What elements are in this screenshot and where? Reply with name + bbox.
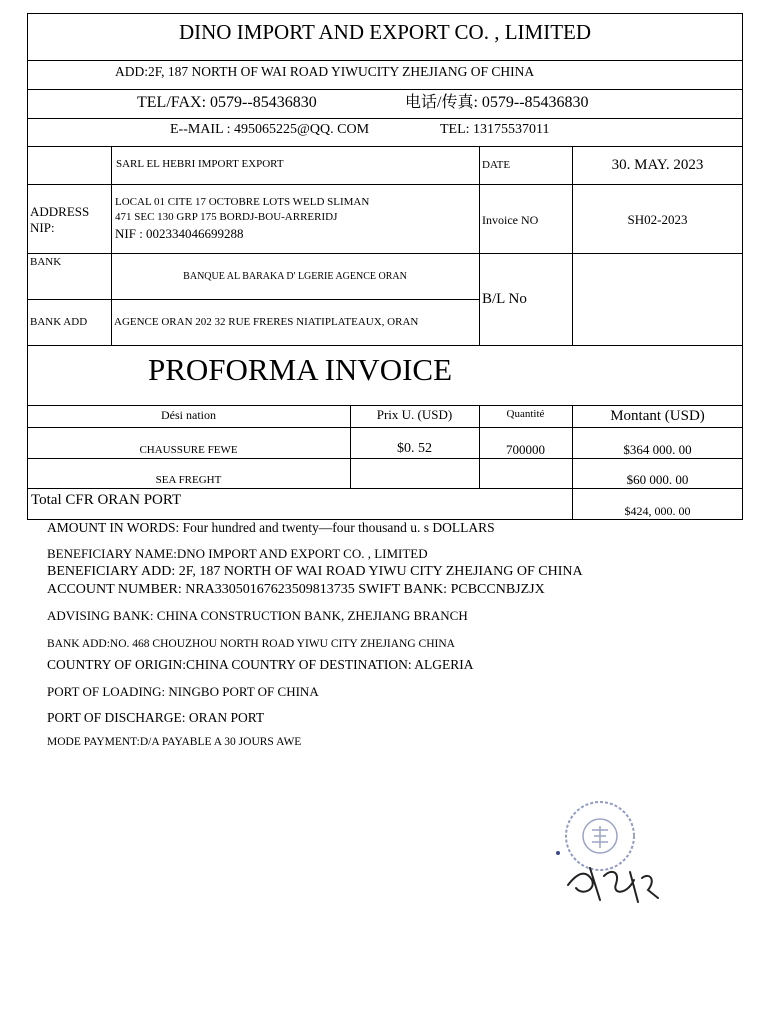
company-telfax-cn: 电话/传真: 0579--85436830 [405,94,589,111]
date-label: DATE [482,159,511,171]
company-email: E--MAIL : 495065225@QQ. COM [170,122,370,137]
row-2-designation: SEA FREGHT [155,474,222,486]
company-name: DINO IMPORT AND EXPORT CO. , LIMITED [178,20,592,44]
header-designation: Dési nation [161,408,216,422]
customer-address-line1: LOCAL 01 CITE 17 OCTOBRE LOTS WELD SLIMAN [115,196,370,208]
port-of-loading: PORT OF LOADING: NINGBO PORT OF CHINA [47,684,319,699]
row-1-designation: CHAUSSURE FEWE [139,444,238,456]
beneficiary-name: BENEFICIARY NAME:DNO IMPORT AND EXPORT CO. , LIMITED [47,546,428,561]
company-tel: TEL: 13175537011 [440,122,550,137]
invoice-date: 30. MAY. 2023 [611,157,704,173]
signature [560,850,670,910]
total-label: Total CFR ORAN PORT [31,492,182,508]
row-1-unit-price: $0. 52 [397,441,432,456]
customer-bank-add: AGENCE ORAN 202 32 RUE FRERES NIATIPLATEAUX, ORAN [114,316,419,328]
account-number: ACCOUNT NUMBER: NRA33050167623509813735 SWIFT BANK: PCBCCNBJZJX [47,582,545,597]
address-label: ADDRESS [30,204,90,219]
country-of-origin: COUNTRY OF ORIGIN:CHINA COUNTRY OF DESTINATION: ALGERIA [47,657,474,672]
bl-label: B/L No [482,291,527,307]
company-telfax: TEL/FAX: 0579--85436830 [137,94,317,111]
amount-in-words: AMOUNT IN WORDS: Four hundred and twenty—four thousand u. s DOLLARS [47,520,495,535]
header-quantity: Quantité [506,408,545,420]
page-title: PROFORMA INVOICE [148,352,453,387]
company-address: ADD:2F, 187 NORTH OF WAI ROAD YIWUCITY ZHEJIANG OF CHINA [115,64,535,79]
customer-address-line2: 471 SEC 130 GRP 175 BORDJ-BOU-ARRERIDJ [115,211,338,223]
invoice-no-label: Invoice NO [482,213,539,227]
total-amount: $424, 000. 00 [624,504,691,518]
bank-label: BANK [30,256,62,268]
invoice-number: SH02-2023 [627,212,688,227]
customer-name: SARL EL HEBRI IMPORT EXPORT [116,158,284,170]
row-1-quantity: 700000 [506,442,545,457]
beneficiary-add: BENEFICIARY ADD: 2F, 187 NORTH OF WAI ROAD YIWU CITY ZHEJIANG OF CHINA [47,564,583,579]
stamp-mark [592,826,608,848]
customer-nif: NIF : 002334046699288 [115,226,244,241]
customer-bank: BANQUE AL BARAKA D' LGERIE AGENCE ORAN [183,271,407,282]
bank-address: BANK ADD:NO. 468 CHOUZHOU NORTH ROAD YIWU CITY ZHEJIANG CHINA [47,638,455,650]
advising-bank: ADVISING BANK: CHINA CONSTRUCTION BANK, ZHEJIANG BRANCH [47,608,468,623]
bank-add-label: BANK ADD [30,316,88,328]
mode-payment: MODE PAYMENT:D/A PAYABLE A 30 JOURS AWE [47,736,302,748]
row-1-amount: $364 000. 00 [623,442,692,457]
nip-label: NIP: [30,220,55,235]
header-unit-price: Prix U. (USD) [376,407,453,422]
port-of-discharge: PORT OF DISCHARGE: ORAN PORT [47,710,265,725]
header-amount: Montant (USD) [610,408,705,424]
row-2-amount: $60 000. 00 [626,472,689,487]
